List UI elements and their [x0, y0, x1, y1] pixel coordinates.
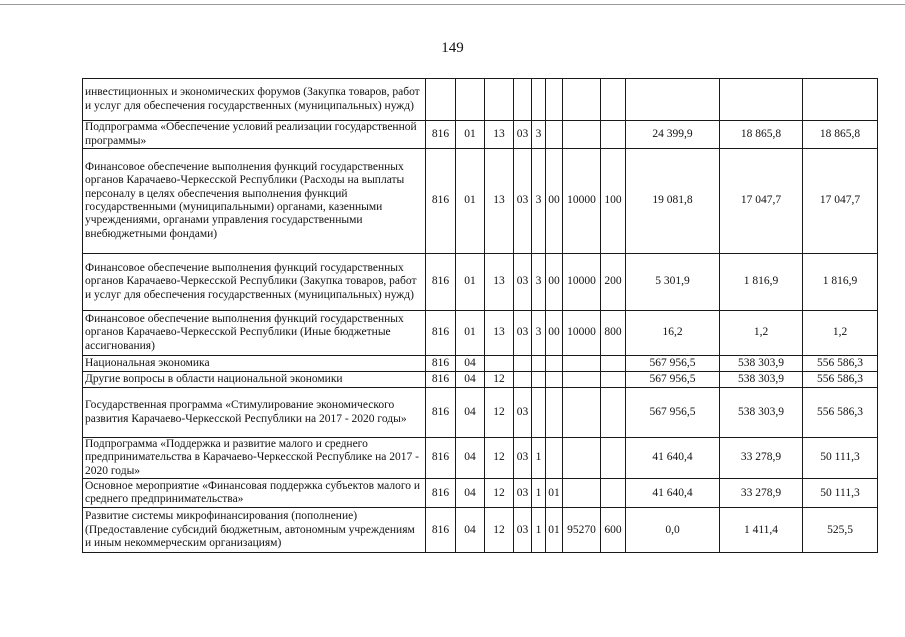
table-body: [83, 79, 878, 553]
code-direction: [563, 388, 601, 438]
code-subsection: 13: [485, 254, 514, 311]
amount-year-2: 538 303,9: [720, 388, 803, 438]
amount-year-3: 18 865,8: [803, 121, 878, 149]
code-direction: [563, 479, 601, 508]
code-program: 03: [514, 311, 532, 356]
code-subprogram: [532, 79, 546, 121]
top-scan-edge: [0, 4, 905, 5]
code-section: 04: [456, 388, 485, 438]
code-program: 03: [514, 121, 532, 149]
code-admin: 816: [426, 149, 456, 254]
code-admin: 816: [426, 254, 456, 311]
table-row: [83, 508, 878, 553]
code-expense-type: [601, 438, 626, 479]
amount-year-2: 33 278,9: [720, 438, 803, 479]
code-direction: 10000: [563, 149, 601, 254]
row-name: Национальная экономика: [83, 356, 426, 372]
code-admin: 816: [426, 356, 456, 372]
code-subsection: [485, 79, 514, 121]
amount-year-1: 41 640,4: [626, 479, 720, 508]
row-name: Финансовое обеспечение выполнения функций государственных органов Карачаево-Черкесской Республики (Расходы на выплаты персоналу в целях обеспечения выполнения функций государственными (муниципальными) органами, казенными учреждениями, органами управления государственными внебюджетными фондами): [83, 149, 426, 254]
code-subsection: 12: [485, 438, 514, 479]
code-direction: 10000: [563, 311, 601, 356]
amount-year-1: 19 081,8: [626, 149, 720, 254]
budget-table: [82, 78, 878, 553]
amount-year-3: 556 586,3: [803, 388, 878, 438]
code-program: 03: [514, 508, 532, 553]
code-event: [546, 438, 563, 479]
code-program: 03: [514, 388, 532, 438]
code-direction: [563, 121, 601, 149]
code-direction: [563, 79, 601, 121]
amount-year-2: 33 278,9: [720, 479, 803, 508]
table-row: [83, 388, 878, 438]
code-subprogram: 3: [532, 254, 546, 311]
amount-year-2: 538 303,9: [720, 372, 803, 388]
code-event: 00: [546, 311, 563, 356]
code-event: [546, 372, 563, 388]
code-program: [514, 372, 532, 388]
code-expense-type: [601, 121, 626, 149]
code-subprogram: [532, 388, 546, 438]
code-admin: 816: [426, 121, 456, 149]
code-expense-type: [601, 356, 626, 372]
code-section: 04: [456, 356, 485, 372]
amount-year-3: 17 047,7: [803, 149, 878, 254]
code-subsection: 12: [485, 388, 514, 438]
code-event: 01: [546, 479, 563, 508]
code-subsection: [485, 356, 514, 372]
row-name: Государственная программа «Стимулирование экономического развития Карачаево-Черкесской Республики на 2017 - 2020 годы»: [83, 388, 426, 438]
amount-year-3: 1 816,9: [803, 254, 878, 311]
code-section: 04: [456, 438, 485, 479]
table-row: [83, 372, 878, 388]
row-name: Основное мероприятие «Финансовая поддержка субъектов малого и среднего предпринимательства»: [83, 479, 426, 508]
amount-year-3: 556 586,3: [803, 372, 878, 388]
code-event: [546, 79, 563, 121]
code-section: 04: [456, 479, 485, 508]
amount-year-1: 0,0: [626, 508, 720, 553]
row-name: инвестиционных и экономических форумов (Закупка товаров, работ и услуг для обеспечения государственных (муниципальных) нужд): [83, 79, 426, 121]
code-program: [514, 356, 532, 372]
table-row: [83, 121, 878, 149]
code-subprogram: [532, 356, 546, 372]
code-event: [546, 356, 563, 372]
amount-year-3: 50 111,3: [803, 479, 878, 508]
amount-year-1: [626, 79, 720, 121]
amount-year-2: 18 865,8: [720, 121, 803, 149]
code-expense-type: 800: [601, 311, 626, 356]
code-section: 04: [456, 508, 485, 553]
code-direction: [563, 372, 601, 388]
amount-year-1: 567 956,5: [626, 372, 720, 388]
amount-year-1: 24 399,9: [626, 121, 720, 149]
amount-year-2: 1,2: [720, 311, 803, 356]
row-name: Финансовое обеспечение выполнения функций государственных органов Карачаево-Черкесской Республики (Иные бюджетные ассигнования): [83, 311, 426, 356]
amount-year-2: 17 047,7: [720, 149, 803, 254]
code-subsection: 13: [485, 121, 514, 149]
table-row: [83, 254, 878, 311]
row-name: Подпрограмма «Обеспечение условий реализации государственной программы»: [83, 121, 426, 149]
row-name: Финансовое обеспечение выполнения функций государственных органов Карачаево-Черкесской Республики (Закупка товаров, работ и услуг для обеспечения государственных (муниципальных) нужд): [83, 254, 426, 311]
table-row: [83, 479, 878, 508]
code-subsection: 12: [485, 372, 514, 388]
code-expense-type: [601, 79, 626, 121]
amount-year-3: 1,2: [803, 311, 878, 356]
code-subprogram: 1: [532, 438, 546, 479]
code-admin: 816: [426, 388, 456, 438]
code-section: [456, 79, 485, 121]
row-name: Развитие системы микрофинансирования (пополнение) (Предоставление субсидий бюджетным, автономным учреждениям и иным некоммерческим организациям): [83, 508, 426, 553]
code-subsection: 12: [485, 508, 514, 553]
code-direction: 95270: [563, 508, 601, 553]
table-row: [83, 311, 878, 356]
code-expense-type: 600: [601, 508, 626, 553]
amount-year-1: 567 956,5: [626, 388, 720, 438]
amount-year-1: 41 640,4: [626, 438, 720, 479]
code-subsection: 13: [485, 149, 514, 254]
code-admin: 816: [426, 479, 456, 508]
amount-year-3: [803, 79, 878, 121]
code-subprogram: 3: [532, 121, 546, 149]
code-event: [546, 121, 563, 149]
code-program: 03: [514, 479, 532, 508]
amount-year-1: 567 956,5: [626, 356, 720, 372]
code-subsection: 12: [485, 479, 514, 508]
code-admin: 816: [426, 438, 456, 479]
amount-year-2: 538 303,9: [720, 356, 803, 372]
row-name: Другие вопросы в области национальной экономики: [83, 372, 426, 388]
code-subprogram: 3: [532, 311, 546, 356]
code-event: 00: [546, 254, 563, 311]
code-program: [514, 79, 532, 121]
code-section: 01: [456, 149, 485, 254]
code-program: 03: [514, 438, 532, 479]
code-section: 01: [456, 254, 485, 311]
code-program: 03: [514, 149, 532, 254]
code-direction: [563, 356, 601, 372]
code-subsection: 13: [485, 311, 514, 356]
code-subprogram: 1: [532, 479, 546, 508]
amount-year-2: [720, 79, 803, 121]
code-expense-type: [601, 388, 626, 438]
code-section: 01: [456, 311, 485, 356]
code-event: 01: [546, 508, 563, 553]
code-expense-type: 100: [601, 149, 626, 254]
code-subprogram: 1: [532, 508, 546, 553]
code-expense-type: [601, 372, 626, 388]
row-name: Подпрограмма «Поддержка и развитие малого и среднего предпринимательства в Карачаево-Черкесской Республике на 2017 - 2020 годы»: [83, 438, 426, 479]
amount-year-3: 556 586,3: [803, 356, 878, 372]
amount-year-2: 1 816,9: [720, 254, 803, 311]
amount-year-3: 50 111,3: [803, 438, 878, 479]
code-expense-type: [601, 479, 626, 508]
code-section: 01: [456, 121, 485, 149]
code-admin: 816: [426, 372, 456, 388]
code-subprogram: [532, 372, 546, 388]
amount-year-1: 16,2: [626, 311, 720, 356]
code-direction: [563, 438, 601, 479]
table-row: [83, 149, 878, 254]
amount-year-3: 525,5: [803, 508, 878, 553]
code-direction: 10000: [563, 254, 601, 311]
code-event: 00: [546, 149, 563, 254]
code-section: 04: [456, 372, 485, 388]
code-program: 03: [514, 254, 532, 311]
table-row: [83, 356, 878, 372]
page-number: 149: [441, 40, 464, 56]
code-event: [546, 388, 563, 438]
code-admin: 816: [426, 508, 456, 553]
amount-year-1: 5 301,9: [626, 254, 720, 311]
table-row: [83, 79, 878, 121]
amount-year-2: 1 411,4: [720, 508, 803, 553]
table-row: [83, 438, 878, 479]
code-subprogram: 3: [532, 149, 546, 254]
code-expense-type: 200: [601, 254, 626, 311]
code-admin: [426, 79, 456, 121]
code-admin: 816: [426, 311, 456, 356]
